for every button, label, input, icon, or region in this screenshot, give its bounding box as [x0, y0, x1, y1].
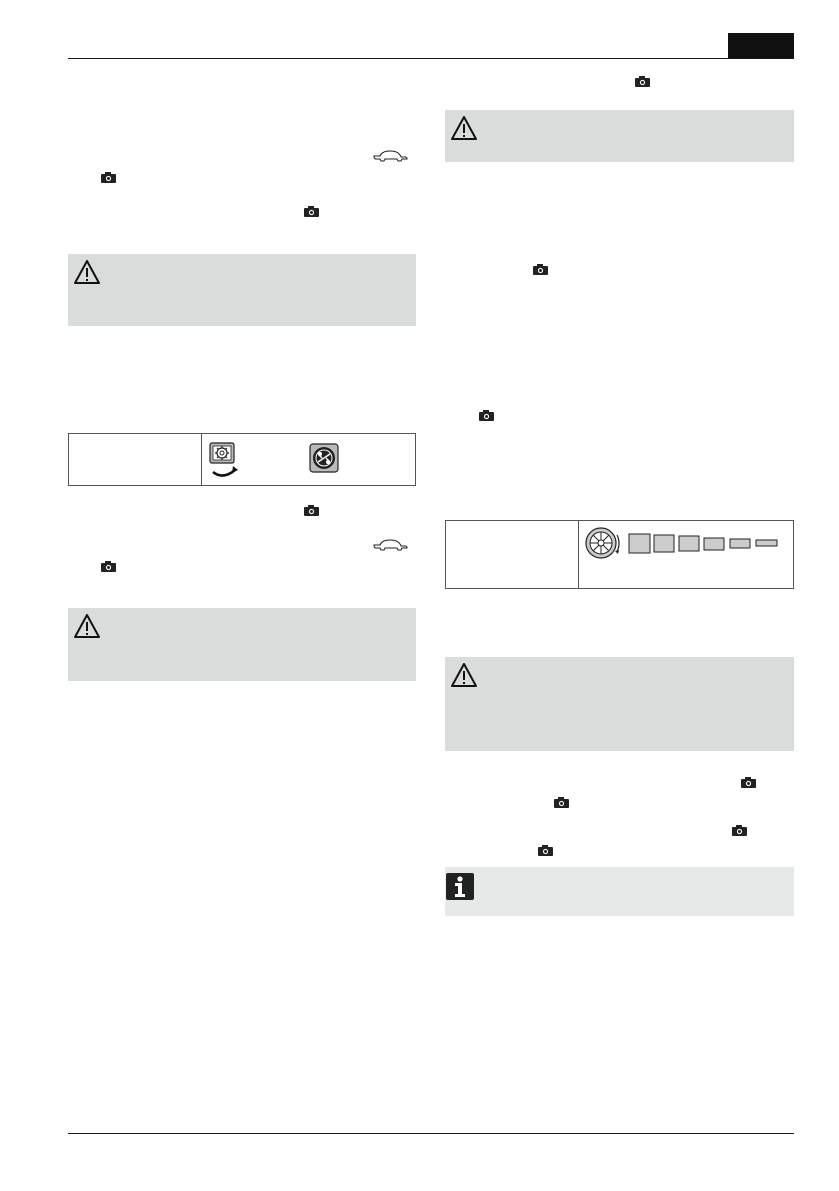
language-tab: [728, 33, 794, 59]
warning-box: [445, 110, 794, 162]
camera-icon: [304, 206, 319, 217]
warning-box: [445, 657, 794, 751]
warning-icon: [450, 115, 478, 141]
footer-rule: [68, 1133, 794, 1134]
warning-box: [68, 608, 416, 681]
turtle-icon: [372, 148, 408, 164]
warning-icon: [73, 259, 101, 285]
warning-icon: [450, 662, 478, 688]
table-divider: [201, 434, 202, 485]
camera-icon: [304, 505, 319, 516]
warning-box: [68, 254, 416, 326]
turtle-icon: [372, 537, 408, 553]
info-icon: [445, 872, 475, 901]
grinding-wheel-icon: [584, 525, 784, 561]
camera-icon: [538, 845, 553, 856]
camera-icon: [101, 561, 116, 572]
drive-gear-icon: [308, 442, 340, 474]
camera-icon: [741, 777, 756, 788]
camera-icon: [732, 825, 747, 836]
warning-icon: [73, 613, 101, 639]
settings-table: [68, 433, 416, 486]
wheel-table: [445, 520, 794, 589]
camera-icon: [554, 797, 569, 808]
camera-icon: [635, 76, 650, 87]
info-box: [445, 867, 794, 916]
camera-icon: [479, 410, 494, 421]
table-divider: [578, 521, 579, 588]
gear-rotate-icon: [209, 442, 241, 480]
header-rule: [68, 58, 794, 59]
camera-icon: [101, 172, 116, 183]
camera-icon: [533, 264, 548, 275]
